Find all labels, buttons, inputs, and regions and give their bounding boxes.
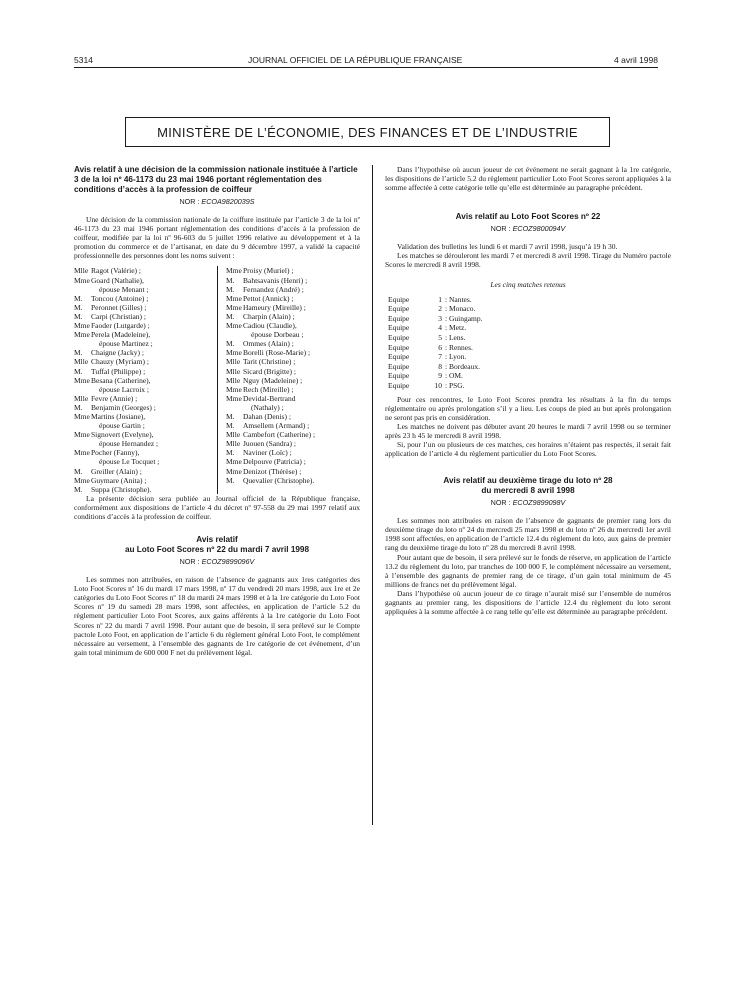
team-name: : Bordeaux. bbox=[445, 361, 480, 371]
name-text: Tarit (Christine) ; bbox=[243, 357, 296, 367]
team-label: Equipe bbox=[388, 323, 410, 333]
name-title: Mlle bbox=[226, 366, 241, 376]
nor-label: NOR : bbox=[490, 224, 513, 234]
name-text: Dahan (Denis) ; bbox=[243, 411, 291, 421]
avis-loto-foot-22-body: Les sommes non attribuées, en raison de l’absence de gagnants aux 1res catégories des Loto Foot Scores nº 16 du mardi 17 mars 1998, nº 17 du vendredi 20 mars 1998, aux 1re et 2e catégories du Loto Foot Scores nº 18 du mardi 24 mars 1998 et à la 1re catégorie du Loto Foot Scores nº 19 du samedi 28 mars 1998, sont affectées, en application de l’article 5.2 du règlement particulier Loto Foot Scores, aux gains afférents à la 1re catégorie du Loto Foot Scores nº 22 du mardi 7 avril 1998. Pour autant que de besoin, il sera prélevé sur le Compte pactole Loto Foot, en application de l’article 6 du règlement général Loto Foot, le complément nécessaire au versement, à l’ensemble des gagnants de 1re catégorie de cet événement, d’un gain total minimum de 600 000 F net du prélèvement légal. bbox=[74, 575, 360, 657]
loto-28-paragraph-2: Pour autant que de besoin, il sera prélevé sur le fonds de réserve, en application de l’article 13.2 du règlement du loto, par tranches de 100 000 F, le complément nécessaire au versement, à l’ensemble des gagnants de premier rang de ce tirage, d’un gain total minimum de 45 millions de francs net du prélèvement légal. bbox=[385, 552, 671, 589]
page-number: 5314 bbox=[74, 55, 93, 65]
name-text: Tuffal (Philippe) ; bbox=[91, 366, 146, 376]
avis-coiffeur-nor bbox=[74, 197, 360, 207]
name-title: Mme bbox=[74, 321, 90, 331]
name-entry bbox=[74, 330, 217, 339]
avis-loto-28-title-2: du mercredi 8 avril 1998 bbox=[481, 486, 575, 496]
team-label: Equipe bbox=[388, 342, 410, 352]
name-entry bbox=[226, 330, 360, 339]
name-text: Proisy (Muriel) ; bbox=[243, 266, 294, 276]
name-entry bbox=[74, 421, 217, 430]
team-name: : Rennes. bbox=[445, 342, 473, 352]
name-entry bbox=[74, 285, 217, 294]
name-entry bbox=[74, 376, 217, 385]
name-entry bbox=[226, 376, 360, 385]
team-row bbox=[388, 352, 671, 362]
name-text: Bahtsavanis (Henri) ; bbox=[243, 275, 308, 285]
name-entry bbox=[226, 448, 360, 457]
name-entry bbox=[74, 339, 217, 348]
name-entry bbox=[226, 357, 360, 366]
name-text: Ragot (Valérie) ; bbox=[91, 266, 141, 276]
name-entry bbox=[74, 457, 217, 466]
name-text: Fernandez (André) ; bbox=[243, 284, 304, 294]
nor-label: NOR : bbox=[179, 557, 202, 567]
column-divider bbox=[372, 165, 373, 825]
name-entry bbox=[226, 321, 360, 330]
team-label: Equipe bbox=[388, 332, 410, 342]
name-title: M. bbox=[74, 466, 83, 476]
name-title: Mlle bbox=[226, 375, 241, 385]
name-text: Suppa (Christophe). bbox=[91, 484, 152, 494]
name-text: Perela (Madeleine), bbox=[91, 330, 151, 340]
name-title: Mlle bbox=[226, 357, 241, 367]
team-number: 9 bbox=[438, 371, 442, 381]
name-entry bbox=[226, 312, 360, 321]
name-text: Besana (Catherine), bbox=[91, 375, 151, 385]
name-title: Mlle bbox=[74, 266, 89, 276]
team-number: 1 bbox=[438, 294, 442, 304]
name-text: Martins (Josiane), bbox=[91, 411, 146, 421]
loto-28-paragraph-1: Les sommes non attribuées en raison de l’absence de gagnants de premier rang lors du deuxième tirage du loto nº 24 du mercredi 25 mars 1998 et du loto nº 26 du mercredi 1er avril 1998 sont affectées, en application de l’article 12.4 du règlement du loto, aux gains de premier rang du deuxième tirage du loto nº 28 du mercredi 8 avril 1998. bbox=[385, 516, 671, 553]
name-entry bbox=[74, 485, 217, 494]
team-number: 8 bbox=[438, 361, 442, 371]
name-title: Mme bbox=[74, 375, 90, 385]
name-title: Mlle bbox=[74, 357, 89, 367]
name-entry bbox=[226, 467, 360, 476]
name-text: Cadiou (Claudie), bbox=[243, 321, 297, 331]
team-name: : Monaco. bbox=[445, 304, 476, 314]
team-row bbox=[388, 371, 671, 381]
name-entry bbox=[74, 266, 217, 275]
name-text: Sicard (Brigitte) ; bbox=[243, 366, 296, 376]
loto-foot-times: Les matches ne doivent pas débuter avant 20 heures le mardi 7 avril 1998 ou se terminer après 23 h 45 le mercredi 8 avril 1998. bbox=[385, 421, 671, 440]
name-text: Greiller (Alain) ; bbox=[91, 466, 142, 476]
name-text: Guymare (Anita) ; bbox=[91, 475, 147, 485]
name-text: Rech (Mireille) ; bbox=[243, 384, 294, 394]
name-entry bbox=[226, 348, 360, 357]
team-number: 7 bbox=[438, 352, 442, 362]
name-text: (Nathaly) ; bbox=[251, 402, 284, 412]
name-text: Signovert (Evelyne), bbox=[91, 430, 154, 440]
name-title: Mlle bbox=[226, 430, 241, 440]
teams-list bbox=[385, 295, 671, 391]
loto-28-paragraph-3: Dans l’hypothèse où aucun joueur de ce tirage n’aurait misé sur l’ensemble de numéros gagnants au premier rang, les dispositions de l’article 12.4 du règlement du loto seront appliquées à la somme affectée à ce rang telle qu’elle est déterminée au paragraphe précédent. bbox=[385, 588, 671, 617]
name-title: Mme bbox=[74, 475, 90, 485]
name-text: Carpi (Christian) ; bbox=[91, 311, 146, 321]
avis-loto-28-title-1: Avis relatif au deuxième tirage du loto nº 28 bbox=[443, 476, 613, 486]
avis-coiffeur-intro: Une décision de la commission nationale de la coiffure instituée par l’article 3 de la loi nº 46-1173 du 23 mai 1946 portant réglementation des conditions d’accès à la profession de coiffeur, modifiée par la loi nº 96-603 du 5 juillet 1996 relative au développement et à la promotion du commerce et de l’artisanat, en date du 9 décembre 1997, a validé la capacité professionnelle des personnes dont les noms suivent : bbox=[74, 215, 360, 261]
nor-code: ECOZ9899098V bbox=[512, 498, 566, 508]
name-entry bbox=[226, 276, 360, 285]
names-list bbox=[74, 266, 360, 493]
name-entry bbox=[226, 476, 360, 485]
nor-label: NOR : bbox=[490, 498, 513, 508]
name-text: Hameury (Mireille) ; bbox=[243, 302, 306, 312]
avis-loto-foot-scores-nor bbox=[385, 224, 671, 234]
name-text: Quevalier (Christophe). bbox=[243, 475, 315, 485]
name-entry bbox=[74, 276, 217, 285]
name-text: Faoder (Lutgarde) ; bbox=[91, 321, 150, 331]
name-text: Goard (Nathalie), bbox=[91, 275, 144, 285]
name-text: Amsellem (Armand) ; bbox=[243, 421, 310, 431]
name-text: Naviner (Loïc) ; bbox=[243, 448, 292, 458]
team-row bbox=[388, 295, 671, 305]
name-entry bbox=[74, 476, 217, 485]
team-label: Equipe bbox=[388, 313, 410, 323]
name-text: Nguy (Madeleine) ; bbox=[243, 375, 303, 385]
name-entry bbox=[226, 421, 360, 430]
name-entry bbox=[74, 321, 217, 330]
name-title: Mlle bbox=[74, 393, 89, 403]
team-name: : OM. bbox=[445, 371, 463, 381]
name-title: M. bbox=[74, 311, 83, 321]
name-title: Mme bbox=[226, 384, 242, 394]
name-entry bbox=[74, 448, 217, 457]
avis-loto-foot-22-title-2: au Loto Foot Scores nº 22 du mardi 7 avril 1998 bbox=[124, 545, 310, 555]
name-title: Mme bbox=[226, 393, 242, 403]
name-title: Mme bbox=[226, 321, 242, 331]
name-text: Peronnet (Gilles) ; bbox=[91, 302, 147, 312]
name-text: épouse Lacroix ; bbox=[99, 384, 149, 394]
avis-loto-foot-22-title-1: Avis relatif bbox=[196, 535, 238, 545]
name-title: M. bbox=[226, 311, 235, 321]
name-title: Mme bbox=[226, 302, 242, 312]
team-row bbox=[388, 381, 671, 391]
team-name: : PSG. bbox=[445, 380, 465, 390]
name-title: Mme bbox=[74, 430, 90, 440]
name-title: Mme bbox=[74, 411, 90, 421]
team-name: : Lyon. bbox=[445, 352, 467, 362]
name-title: M. bbox=[226, 411, 235, 421]
name-title: M. bbox=[226, 421, 235, 431]
avis-loto-foot-scores-section bbox=[385, 212, 671, 458]
name-text: épouse Dorbeau ; bbox=[251, 330, 304, 340]
name-entry bbox=[226, 385, 360, 394]
name-entry bbox=[74, 439, 217, 448]
name-text: Pettot (Annick) ; bbox=[243, 293, 294, 303]
name-entry bbox=[226, 285, 360, 294]
team-row bbox=[388, 304, 671, 314]
team-label: Equipe bbox=[388, 371, 410, 381]
name-title: Mme bbox=[74, 330, 90, 340]
name-text: Cambefort (Catherine) ; bbox=[243, 430, 316, 440]
team-number: 10 bbox=[434, 380, 442, 390]
loto-foot-matches-dates: Les matches se dérouleront les mardi 7 et mercredi 8 avril 1998. Tirage du Numéro pactole Scores le mercredi 8 avril 1998. bbox=[385, 251, 671, 270]
team-name: : Nantes. bbox=[445, 294, 472, 304]
name-entry bbox=[226, 457, 360, 466]
loto-foot-validation: Validation des bulletins les lundi 6 et mardi 7 avril 1998, jusqu’à 19 h 30. bbox=[397, 242, 618, 252]
left-column bbox=[74, 165, 360, 657]
name-entry bbox=[74, 403, 217, 412]
name-text: Fevre (Annie) ; bbox=[91, 393, 138, 403]
name-title: M. bbox=[74, 348, 83, 358]
team-number: 3 bbox=[438, 313, 442, 323]
name-title: M. bbox=[226, 284, 235, 294]
name-entry bbox=[74, 412, 217, 421]
name-entry bbox=[226, 412, 360, 421]
name-title: Mlle bbox=[226, 439, 241, 449]
name-title: Mme bbox=[74, 448, 90, 458]
team-row bbox=[388, 323, 671, 333]
team-name: : Lens. bbox=[445, 332, 466, 342]
name-text: épouse Gartin ; bbox=[99, 421, 145, 431]
loto-foot-rules: Pour ces rencontres, le Loto Foot Scores prendra les résultats à la fin du temps réglementaire ou après prolongation s’il y a lieu. Les coups de pied au but après prolongation ne seront pas pris en considération. bbox=[385, 394, 671, 422]
avis-loto-foot-22-nor bbox=[74, 557, 360, 567]
name-title: M. bbox=[74, 293, 83, 303]
team-label: Equipe bbox=[388, 294, 410, 304]
team-name: : Guingamp. bbox=[445, 313, 483, 323]
nor-code: ECOA9820039S bbox=[201, 197, 255, 206]
matches-subtitle: Les cinq matches retenus bbox=[490, 279, 566, 289]
name-text: Charpin (Alain) ; bbox=[243, 311, 295, 321]
team-label: Equipe bbox=[388, 361, 410, 371]
name-entry bbox=[226, 266, 360, 275]
name-entry bbox=[226, 430, 360, 439]
name-entry bbox=[74, 385, 217, 394]
name-title: M. bbox=[226, 475, 235, 485]
loto-foot-exception: Si, pour l’un ou plusieurs de ces matches, ces horaires n’étaient pas respectés, il serait fait application de l’article 4 du règlement particulier du Loto Foot Scores. bbox=[385, 439, 671, 459]
name-entry bbox=[226, 339, 360, 348]
right-column bbox=[385, 165, 671, 616]
name-text: Chaigne (Jacky) ; bbox=[91, 348, 144, 358]
name-text: Devidal-Bertrand bbox=[243, 393, 296, 403]
team-label: Equipe bbox=[388, 304, 410, 314]
nor-code: ECOZ9800094V bbox=[512, 224, 566, 234]
name-title: M. bbox=[226, 448, 235, 458]
journal-title: JOURNAL OFFICIEL DE LA RÉPUBLIQUE FRANÇAISE bbox=[248, 55, 463, 65]
name-entry bbox=[74, 294, 217, 303]
ministry-title: MINISTÈRE DE L’ÉCONOMIE, DES FINANCES ET DE L’INDUSTRIE bbox=[157, 124, 578, 140]
name-entry bbox=[226, 294, 360, 303]
name-entry bbox=[74, 312, 217, 321]
name-entry bbox=[74, 348, 217, 357]
team-row bbox=[388, 333, 671, 343]
avis-loto-28-section bbox=[385, 476, 671, 616]
name-text: Delpouve (Patricia) ; bbox=[243, 457, 306, 467]
team-number: 2 bbox=[438, 304, 442, 314]
name-entry bbox=[226, 367, 360, 376]
name-text: Ommes (Alain) ; bbox=[243, 339, 294, 349]
name-text: Chauzy (Myriam) ; bbox=[91, 357, 149, 367]
names-right-column bbox=[217, 266, 360, 493]
name-title: M. bbox=[74, 366, 83, 376]
name-entry bbox=[74, 367, 217, 376]
name-text: Juouen (Sandra) ; bbox=[243, 439, 296, 449]
name-entry bbox=[74, 430, 217, 439]
team-label: Equipe bbox=[388, 352, 410, 362]
name-entry bbox=[74, 357, 217, 366]
name-title: Mme bbox=[226, 466, 242, 476]
team-number: 4 bbox=[438, 323, 442, 333]
name-text: Denizot (Thérèse) ; bbox=[243, 466, 302, 476]
name-entry bbox=[74, 467, 217, 476]
name-title: Mme bbox=[226, 348, 242, 358]
name-text: épouse Le Tocquet ; bbox=[99, 457, 160, 467]
avis-loto-foot-22-body-2: Dans l’hypothèse où aucun joueur de cet événement ne serait gagnant à la 1re catégorie, les dispositions de l’article 5.2 du règlement particulier Loto Foot Scores seront appliquées à la somme affectée à cette catégorie telle qu’elle est déterminée au paragraphe précédent. bbox=[385, 165, 671, 193]
name-entry bbox=[74, 303, 217, 312]
name-title: Mme bbox=[74, 275, 90, 285]
name-title: Mme bbox=[226, 293, 242, 303]
name-entry bbox=[74, 394, 217, 403]
names-left-column bbox=[74, 266, 217, 493]
team-row bbox=[388, 314, 671, 324]
name-text: Benjamin (Georges) ; bbox=[91, 402, 156, 412]
team-number: 6 bbox=[438, 342, 442, 352]
name-text: épouse Martinez ; bbox=[99, 339, 153, 349]
name-entry bbox=[226, 394, 360, 403]
name-text: Pocher (Fanny), bbox=[91, 448, 140, 458]
name-title: M. bbox=[74, 402, 83, 412]
team-name: : Metz. bbox=[445, 323, 467, 333]
name-entry bbox=[226, 403, 360, 412]
header-rule bbox=[74, 67, 658, 68]
avis-loto-28-nor bbox=[385, 498, 671, 508]
name-title: M. bbox=[74, 302, 83, 312]
name-text: épouse Menant ; bbox=[99, 284, 149, 294]
name-title: Mme bbox=[226, 457, 242, 467]
issue-date: 4 avril 1998 bbox=[614, 55, 658, 65]
name-title: M. bbox=[226, 339, 235, 349]
name-text: Toncou (Antoine) ; bbox=[91, 293, 149, 303]
avis-coiffeur-title: Avis relatif à une décision de la commission nationale instituée à l’article 3 de la loi nº 46-1173 du 23 mai 1946 portant réglementation des conditions d’accès à la profession de coiffeur bbox=[74, 165, 358, 194]
name-text: épouse Hernandez ; bbox=[99, 439, 159, 449]
avis-coiffeur-closing: La présente décision sera publiée au Journal officiel de la République française, conformément aux dispositions de l’article 4 du décret nº 97-558 du 29 mai 1997 relatif aux conditions d’accès à la profession de coiffeur. bbox=[74, 493, 360, 521]
team-label: Equipe bbox=[388, 380, 410, 390]
name-title: M. bbox=[74, 484, 83, 494]
name-entry bbox=[226, 303, 360, 312]
team-number: 5 bbox=[438, 332, 442, 342]
team-row bbox=[388, 362, 671, 372]
name-text: Borelli (Rose-Marie) ; bbox=[243, 348, 311, 358]
nor-label: NOR : bbox=[179, 197, 202, 206]
name-entry bbox=[226, 439, 360, 448]
avis-loto-foot-22-section bbox=[74, 535, 360, 657]
team-row bbox=[388, 343, 671, 353]
nor-code: ECOZ9899096V bbox=[201, 557, 255, 567]
ministry-heading bbox=[125, 117, 610, 147]
avis-loto-foot-scores-title: Avis relatif au Loto Foot Scores nº 22 bbox=[455, 212, 601, 222]
name-title: M. bbox=[226, 275, 235, 285]
name-title: Mme bbox=[226, 266, 242, 276]
